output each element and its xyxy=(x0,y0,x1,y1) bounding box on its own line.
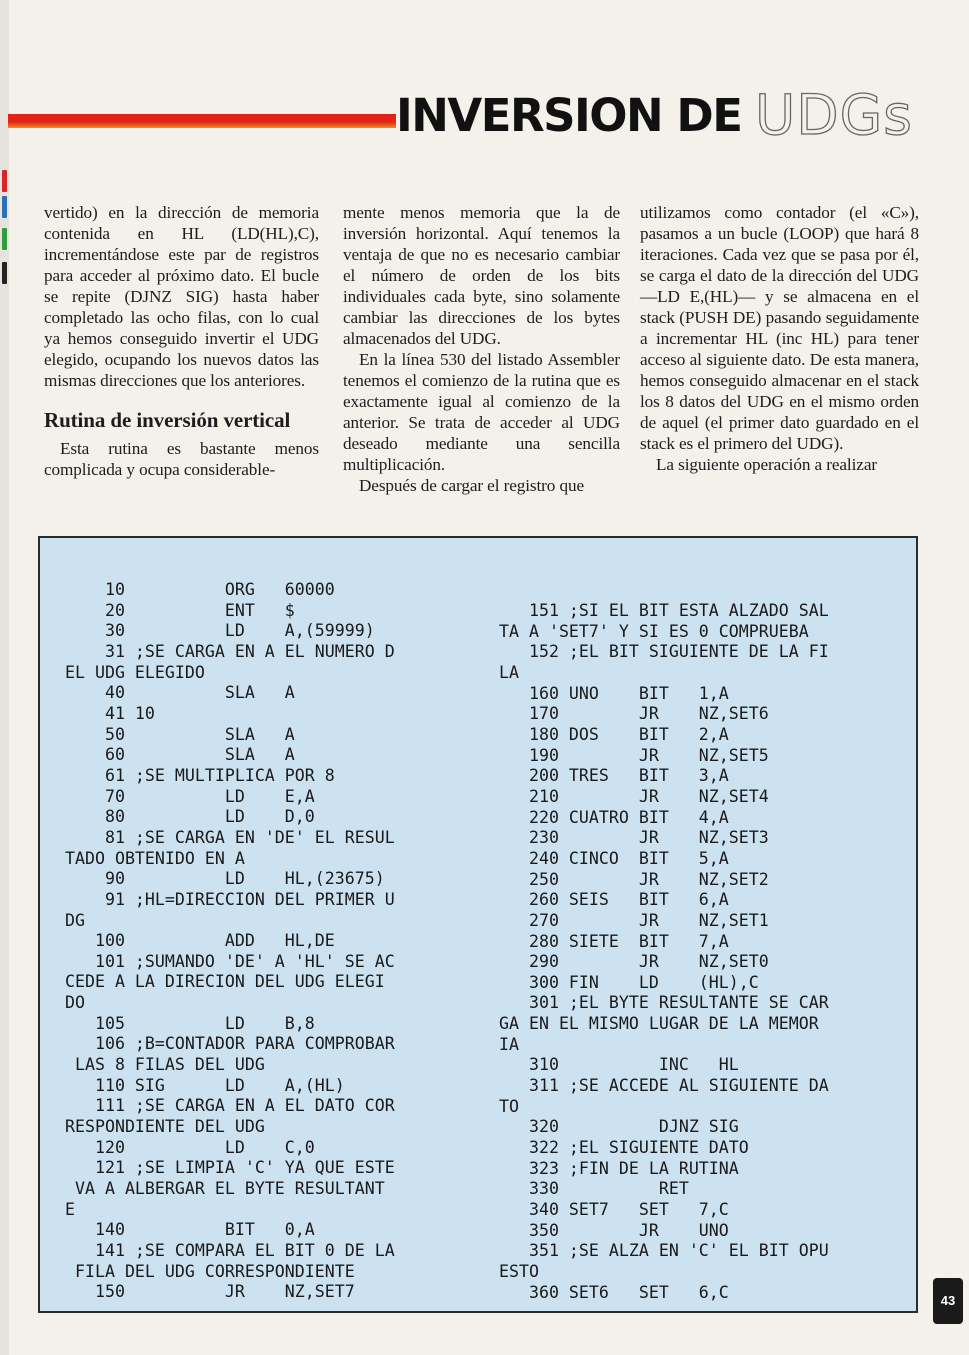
code-line: LA xyxy=(499,662,519,682)
code-line: 350 JR UNO xyxy=(499,1220,729,1240)
code-line: 270 JR NZ,SET1 xyxy=(499,910,769,930)
code-line: 150 JR NZ,SET7 xyxy=(65,1282,355,1302)
code-line: EL UDG ELEGIDO xyxy=(65,662,205,682)
code-line: 190 JR NZ,SET5 xyxy=(499,745,769,765)
code-line: 80 LD D,0 xyxy=(65,807,315,827)
listing-column-right xyxy=(499,601,829,1303)
code-line: 351 ;SE ALZA EN 'C' EL BIT OPU xyxy=(499,1241,829,1261)
paragraph: En la línea 530 del listado Assembler tenemos el comienzo de la rutina que es exactamente igual al comienzo de la anterior. Se trata de acceder al UDG deseado mediante una sencilla multiplicación. xyxy=(343,350,620,474)
code-line: 240 CINCO BIT 5,A xyxy=(499,848,729,868)
code-line: 90 LD HL,(23675) xyxy=(65,869,385,889)
code-line: 301 ;EL BYTE RESULTANTE SE CAR xyxy=(499,993,829,1013)
color-tab-red xyxy=(2,170,7,192)
code-line: 105 LD B,8 xyxy=(65,1013,315,1033)
page-title-outline: UDGs xyxy=(755,83,913,147)
code-line: TADO OBTENIDO EN A xyxy=(65,848,245,868)
code-line: 340 SET7 SET 7,C xyxy=(499,1200,729,1220)
code-line: TO xyxy=(499,1096,519,1116)
code-line: 40 SLA A xyxy=(65,683,295,703)
code-line: 250 JR NZ,SET2 xyxy=(499,869,769,889)
code-line: 10 ORG 60000 xyxy=(65,580,335,599)
code-line: 140 BIT 0,A xyxy=(65,1220,315,1240)
code-line: 300 FIN LD (HL),C xyxy=(499,972,759,992)
text-column-3 xyxy=(640,202,919,475)
code-line: 280 SIETE BIT 7,A xyxy=(499,931,729,951)
text-column-2 xyxy=(343,202,620,496)
code-line: 330 RET xyxy=(499,1179,689,1199)
code-line: ESTO xyxy=(499,1262,539,1281)
code-line: 111 ;SE CARGA EN A EL DATO COR xyxy=(65,1096,395,1116)
section-heading: Rutina de inversión vertical xyxy=(44,408,291,432)
code-line: 120 LD C,0 xyxy=(65,1137,315,1157)
assembler-listing xyxy=(38,536,918,1313)
code-line: 310 INC HL xyxy=(499,1055,739,1075)
code-line: 141 ;SE COMPARA EL BIT 0 DE LA xyxy=(65,1241,395,1260)
code-line: 210 JR NZ,SET4 xyxy=(499,786,769,806)
code-line: 106 ;B=CONTADOR PARA COMPROBAR xyxy=(65,1034,395,1054)
code-line: 100 ADD HL,DE xyxy=(65,931,335,951)
code-line: 220 CUATRO BIT 4,A xyxy=(499,807,729,827)
code-line: 91 ;HL=DIRECCION DEL PRIMER U xyxy=(65,889,395,909)
code-line: TA A 'SET7' Y SI ES 0 COMPRUEBA xyxy=(499,621,809,641)
text-column-1 xyxy=(44,202,319,480)
code-line: 180 DOS BIT 2,A xyxy=(499,724,729,744)
code-line: 110 SIG LD A,(HL) xyxy=(65,1075,345,1095)
code-line: 170 JR NZ,SET6 xyxy=(499,704,769,724)
title-color-bar xyxy=(8,114,396,128)
code-line: LAS 8 FILAS DEL UDG xyxy=(65,1055,265,1075)
paragraph: La siguiente operación a realizar xyxy=(656,455,877,474)
code-line: 81 ;SE CARGA EN 'DE' EL RESUL xyxy=(65,827,395,847)
code-line: 230 JR NZ,SET3 xyxy=(499,828,769,848)
code-line: 61 ;SE MULTIPLICA POR 8 xyxy=(65,765,335,785)
code-line: GA EN EL MISMO LUGAR DE LA MEMOR xyxy=(499,1014,819,1034)
code-line: 290 JR NZ,SET0 xyxy=(499,952,769,972)
code-line: DO xyxy=(65,993,85,1013)
paragraph: mente menos memoria que la de inversión horizontal. Aquí tenemos la ventaja de que no es necesario cambiar el número de orden de los bits individuales cada byte, sino solamente cambiar las direcciones de los bytes almacenados del UDG. xyxy=(343,203,620,348)
code-line: 60 SLA A xyxy=(65,745,295,765)
code-line: 152 ;EL BIT SIGUIENTE DE LA FI xyxy=(499,642,829,662)
code-line: 30 LD A,(59999) xyxy=(65,621,375,641)
color-tab-green xyxy=(2,228,7,250)
code-line: 323 ;FIN DE LA RUTINA xyxy=(499,1158,739,1178)
paragraph: Esta rutina es bastante menos complicada y ocupa considerable- xyxy=(44,439,319,479)
code-line: FILA DEL UDG CORRESPONDIENTE xyxy=(65,1261,355,1281)
code-line: 322 ;EL SIGUIENTE DATO xyxy=(499,1138,749,1158)
code-line: 50 SLA A xyxy=(65,724,295,744)
code-line: RESPONDIENTE DEL UDG xyxy=(65,1117,265,1137)
code-line: 151 ;SI EL BIT ESTA ALZADO SAL xyxy=(499,601,829,620)
code-line: 160 UNO BIT 1,A xyxy=(499,683,729,703)
code-line: IA xyxy=(499,1034,519,1054)
code-line: 41 10 xyxy=(65,703,155,723)
listing-column-left xyxy=(65,580,395,1303)
page-number: 43 xyxy=(933,1278,963,1324)
code-line: E xyxy=(65,1199,75,1219)
code-line: 200 TRES BIT 3,A xyxy=(499,766,729,786)
code-line: 121 ;SE LIMPIA 'C' YA QUE ESTE xyxy=(65,1158,395,1178)
page-title: INVERSION DE xyxy=(396,89,742,142)
paragraph: utilizamos como contador (el «C»), pasamos a un bucle (LOOP) que hará 8 iteraciones. Cada vez que se pasa por él, se carga el dato de la dirección del UDG —LD E,(HL)— y se almacena en el stack (PUSH DE) pasando seguidamente a incrementar HL (inc HL) para tener acceso al siguiente dato. De esta manera, hemos conseguido almacenar en el stack los 8 datos del UDG en el mismo orden de aquel (el primer dato guardado en el stack es el primero del UDG). xyxy=(640,203,919,453)
paragraph: vertido) en la dirección de memoria contenida en HL (LD(HL),C), incrementándose este par de registros para acceder al próximo dato. El bucle se repite (DJNZ SIG) hasta haber completado las ocho filas, con lo cual ya hemos conseguido invertir el UDG elegido, ocupando los nuevos datos las mismas direcciones que los anteriores. xyxy=(44,203,319,390)
code-line: CEDE A LA DIRECION DEL UDG ELEGI xyxy=(65,972,385,992)
code-line: 20 ENT $ xyxy=(65,600,295,620)
code-line: 311 ;SE ACCEDE AL SIGUIENTE DA xyxy=(499,1076,829,1096)
code-line: 260 SEIS BIT 6,A xyxy=(499,890,729,910)
code-line: 360 SET6 SET 6,C xyxy=(499,1282,729,1302)
binding-edge xyxy=(0,0,9,1355)
paragraph: Después de cargar el registro que xyxy=(359,476,584,495)
code-line: 31 ;SE CARGA EN A EL NUMERO D xyxy=(65,641,395,661)
code-line: DG xyxy=(65,910,85,930)
code-line: 320 DJNZ SIG xyxy=(499,1117,739,1137)
color-tab-black xyxy=(2,262,7,284)
code-line: VA A ALBERGAR EL BYTE RESULTANT xyxy=(65,1179,385,1199)
color-tab-blue xyxy=(2,196,7,218)
code-line: 70 LD E,A xyxy=(65,786,315,806)
code-line: 101 ;SUMANDO 'DE' A 'HL' SE AC xyxy=(65,951,395,971)
